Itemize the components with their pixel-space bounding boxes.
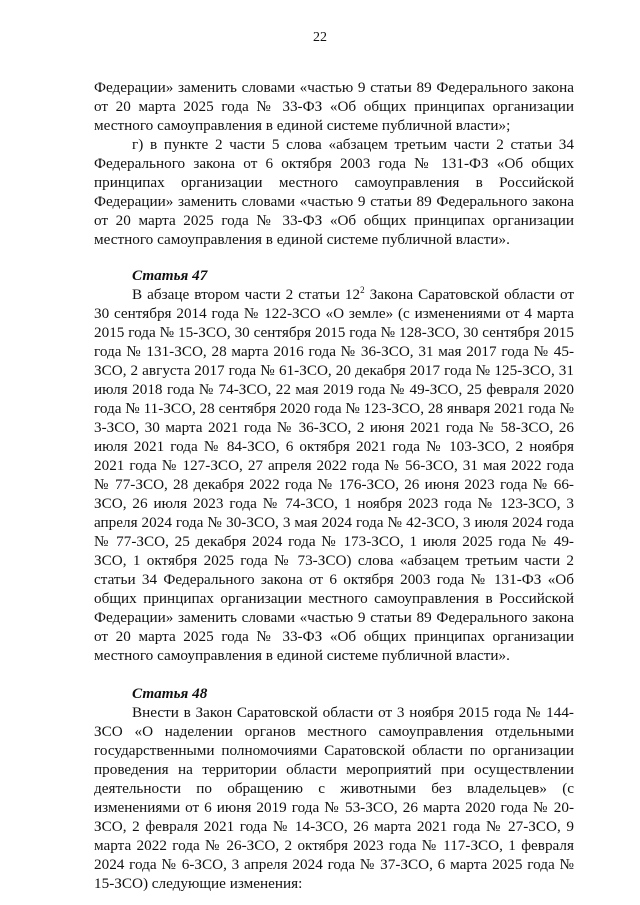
- article-48-heading: Статья 48: [132, 685, 208, 702]
- article-47-text-start: В абзаце втором части 2 статьи 12: [132, 286, 361, 303]
- paragraph-item-g: г) в пункте 2 части 5 слова «абзацем третьим части 2 статьи 34 Федерального закона от 6 октября 2003 года № 131-ФЗ «Об общих принципах организации местного самоуправления в Российской Федерации» заменить словами «частью 9 статьи 89 Федерального закона от 20 марта 2025 года № 33-ФЗ «Об общих принципах организации местного самоуправления в единой системе публичной власти».: [94, 136, 574, 248]
- spacer: [94, 665, 574, 684]
- page-number: 22: [313, 30, 327, 45]
- spacer: [94, 249, 574, 266]
- article-47-heading: Статья 47: [132, 267, 208, 284]
- paragraph-continuation: Федерации» заменить словами «частью 9 статьи 89 Федерального закона от 20 марта 2025 года № 33-ФЗ «Об общих принципах организации местного самоуправления в единой системе публичной власти»;: [94, 79, 574, 134]
- article-47-text: [94, 285, 574, 665]
- article-48-text: Внести в Закон Саратовской области от 3 ноября 2015 года № 144-ЗСО «О наделении органов местного самоуправления отдельными государственными полномочиями Саратовской области по организации проведения на территории области мероприятий при осуществлении деятельности по обращению с животными без владельцев» (с изменениями от 6 июня 2019 года № 53-ЗСО, 26 марта 2020 года № 20-ЗСО, 2 февраля 2021 года № 14-ЗСО, 26 марта 2021 года № 27-ЗСО, 9 марта 2022 года № 26-ЗСО, 2 октября 2023 года № 117-ЗСО, 1 февраля 2024 года № 6-ЗСО, 3 апреля 2024 года № 37-ЗСО, 6 марта 2025 года № 15-ЗСО) следующие изменения:: [94, 704, 574, 892]
- document-body: [94, 78, 574, 893]
- article-47-text-rest: Закона Саратовской области от 30 сентября 2014 года № 122-ЗСО «О земле» (с изменениями от 4 марта 2015 года № 15-ЗСО, 30 сентября 2015 года № 128-ЗСО, 30 сентября 2015 года № 131-ЗСО, 28 марта 2016 года № 36-ЗСО, 31 мая 2017 года № 45-ЗСО, 2 августа 2017 года № 61-ЗСО, 20 декабря 2017 года № 125-ЗСО, 31 июля 2018 года № 74-ЗСО, 22 мая 2019 года № 49-ЗСО, 25 февраля 2020 года № 11-ЗСО, 28 сентября 2020 года № 123-ЗСО, 28 января 2021 года № 3-ЗСО, 30 марта 2021 года № 36-ЗСО, 2 июня 2021 года № 58-ЗСО, 26 июля 2021 года № 84-ЗСО, 6 октября 2021 года № 103-ЗСО, 2 ноября 2021 года № 127-ЗСО, 27 апреля 2022 года № 56-ЗСО, 31 мая 2022 года № 77-ЗСО, 28 декабря 2022 года № 176-ЗСО, 26 июня 2023 года № 66-ЗСО, 26 июля 2023 года № 74-ЗСО, 1 ноября 2023 года № 123-ЗСО, 3 апреля 2024 года № 30-ЗСО, 3 мая 2024 года № 42-ЗСО, 3 июля 2024 года № 77-ЗСО, 25 декабря 2024 года № 173-ЗСО, 1 июля 2025 года № 49-ЗСО, 1 октября 2025 года № 73-ЗСО) слова «абзацем третьим части 2 статьи 34 Федерального закона от 6 октября 2003 года № 131-ФЗ «Об общих принципах организации местного самоуправления в Российской Федерации» заменить словами «частью 9 статьи 89 Федерального закона от 20 марта 2025 года № 33-ФЗ «Об общих принципах организации местного самоуправления в единой системе публичной власти».: [94, 286, 574, 664]
- article-47-superscript: 2: [360, 284, 365, 295]
